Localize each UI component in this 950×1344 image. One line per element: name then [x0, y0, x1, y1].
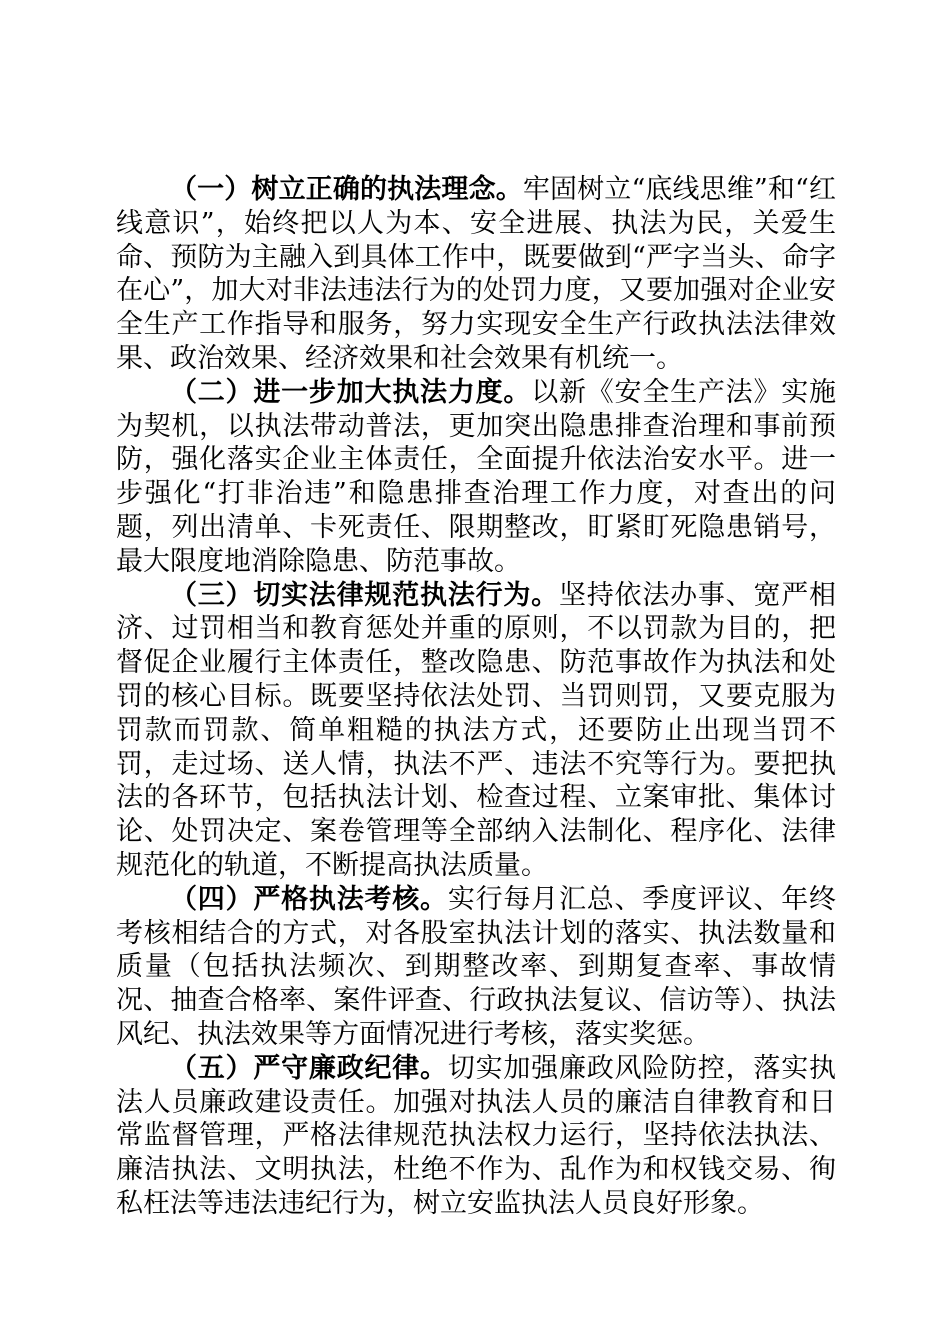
- document-page: [116, 173, 836, 1221]
- paragraph-5-heading: （五）严守廉政纪律。: [170, 1052, 448, 1084]
- paragraph-3-body: 坚持依法办事、宽严相济、过罚相当和教育惩处并重的原则，不以罚款为目的，把督促企业履行主体责任，整改隐患、防范事故作为执法和处罚的核心目标。既要坚持依法处罚、当罚则罚，又要克服为罚款而罚款、简单粗糙的执法方式，还要防止出现当罚不罚，走过场、送人情，执法不严、违法不究等行为。要把执法的各环节，包括执法计划、检查过程、立案审批、集体讨论、处罚决定、案卷管理等全部纳入法制化、程序化、法律规范化的轨道，不断提高执法质量。: [116, 579, 837, 881]
- paragraph-4-body: 实行每月汇总、季度评议、年终考核相结合的方式，对各股室执法计划的落实、执法数量和质量（包括执法频次、到期整改率、到期复查率、事故情况、抽查合格率、案件评查、行政执法复议、信访等）、执法风纪、执法效果等方面情况进行考核，落实奖惩。: [116, 883, 837, 1050]
- paragraph-2-body: 以新《安全生产法》实施为契机，以执法带动普法，更加突出隐患排查治理和事前预防，强化落实企业主体责任，全面提升依法治安水平。进一步强化“打非治违”和隐患排查治理工作力度，对查出的问题，列出清单、卡死责任、限期整改，盯紧盯死隐患销号，最大限度地消除隐患、防范事故。: [116, 376, 837, 577]
- paragraph-2-heading: （二）进一步加大执法力度。: [170, 376, 532, 408]
- paragraph-1: [116, 173, 836, 376]
- paragraph-4-heading: （四）严格执法考核。: [170, 883, 448, 915]
- paragraph-2: [116, 376, 836, 579]
- paragraph-3: [116, 579, 836, 883]
- paragraph-3-heading: （三）切实法律规范执法行为。: [170, 579, 559, 611]
- paragraph-1-heading: （一）树立正确的执法理念。: [170, 174, 523, 205]
- paragraph-5-body: 切实加强廉政风险防控，落实执法人员廉政建设责任。加强对执法人员的廉洁自律教育和日常监督管理，严格法律规范执法权力运行，坚持依法执法、廉洁执法、文明执法，杜绝不作为、乱作为和权钱交易、徇私枉法等违法违纪行为，树立安监执法人员良好形象。: [116, 1052, 837, 1219]
- paragraph-5: [116, 1052, 836, 1221]
- paragraph-4: [116, 883, 836, 1052]
- paragraph-1-body: 牢固树立“底线思维”和“红线意识”，始终把以人为本、安全进展、执法为民，关爱生命、预防为主融入到具体工作中，既要做到“严字当头、命字在心”，加大对非法违法行为的处罚力度，又要加强对企业安全生产工作指导和服务，努力实现安全生产行政执法法律效果、政治效果、经济效果和社会效果有机统一。: [116, 174, 837, 374]
